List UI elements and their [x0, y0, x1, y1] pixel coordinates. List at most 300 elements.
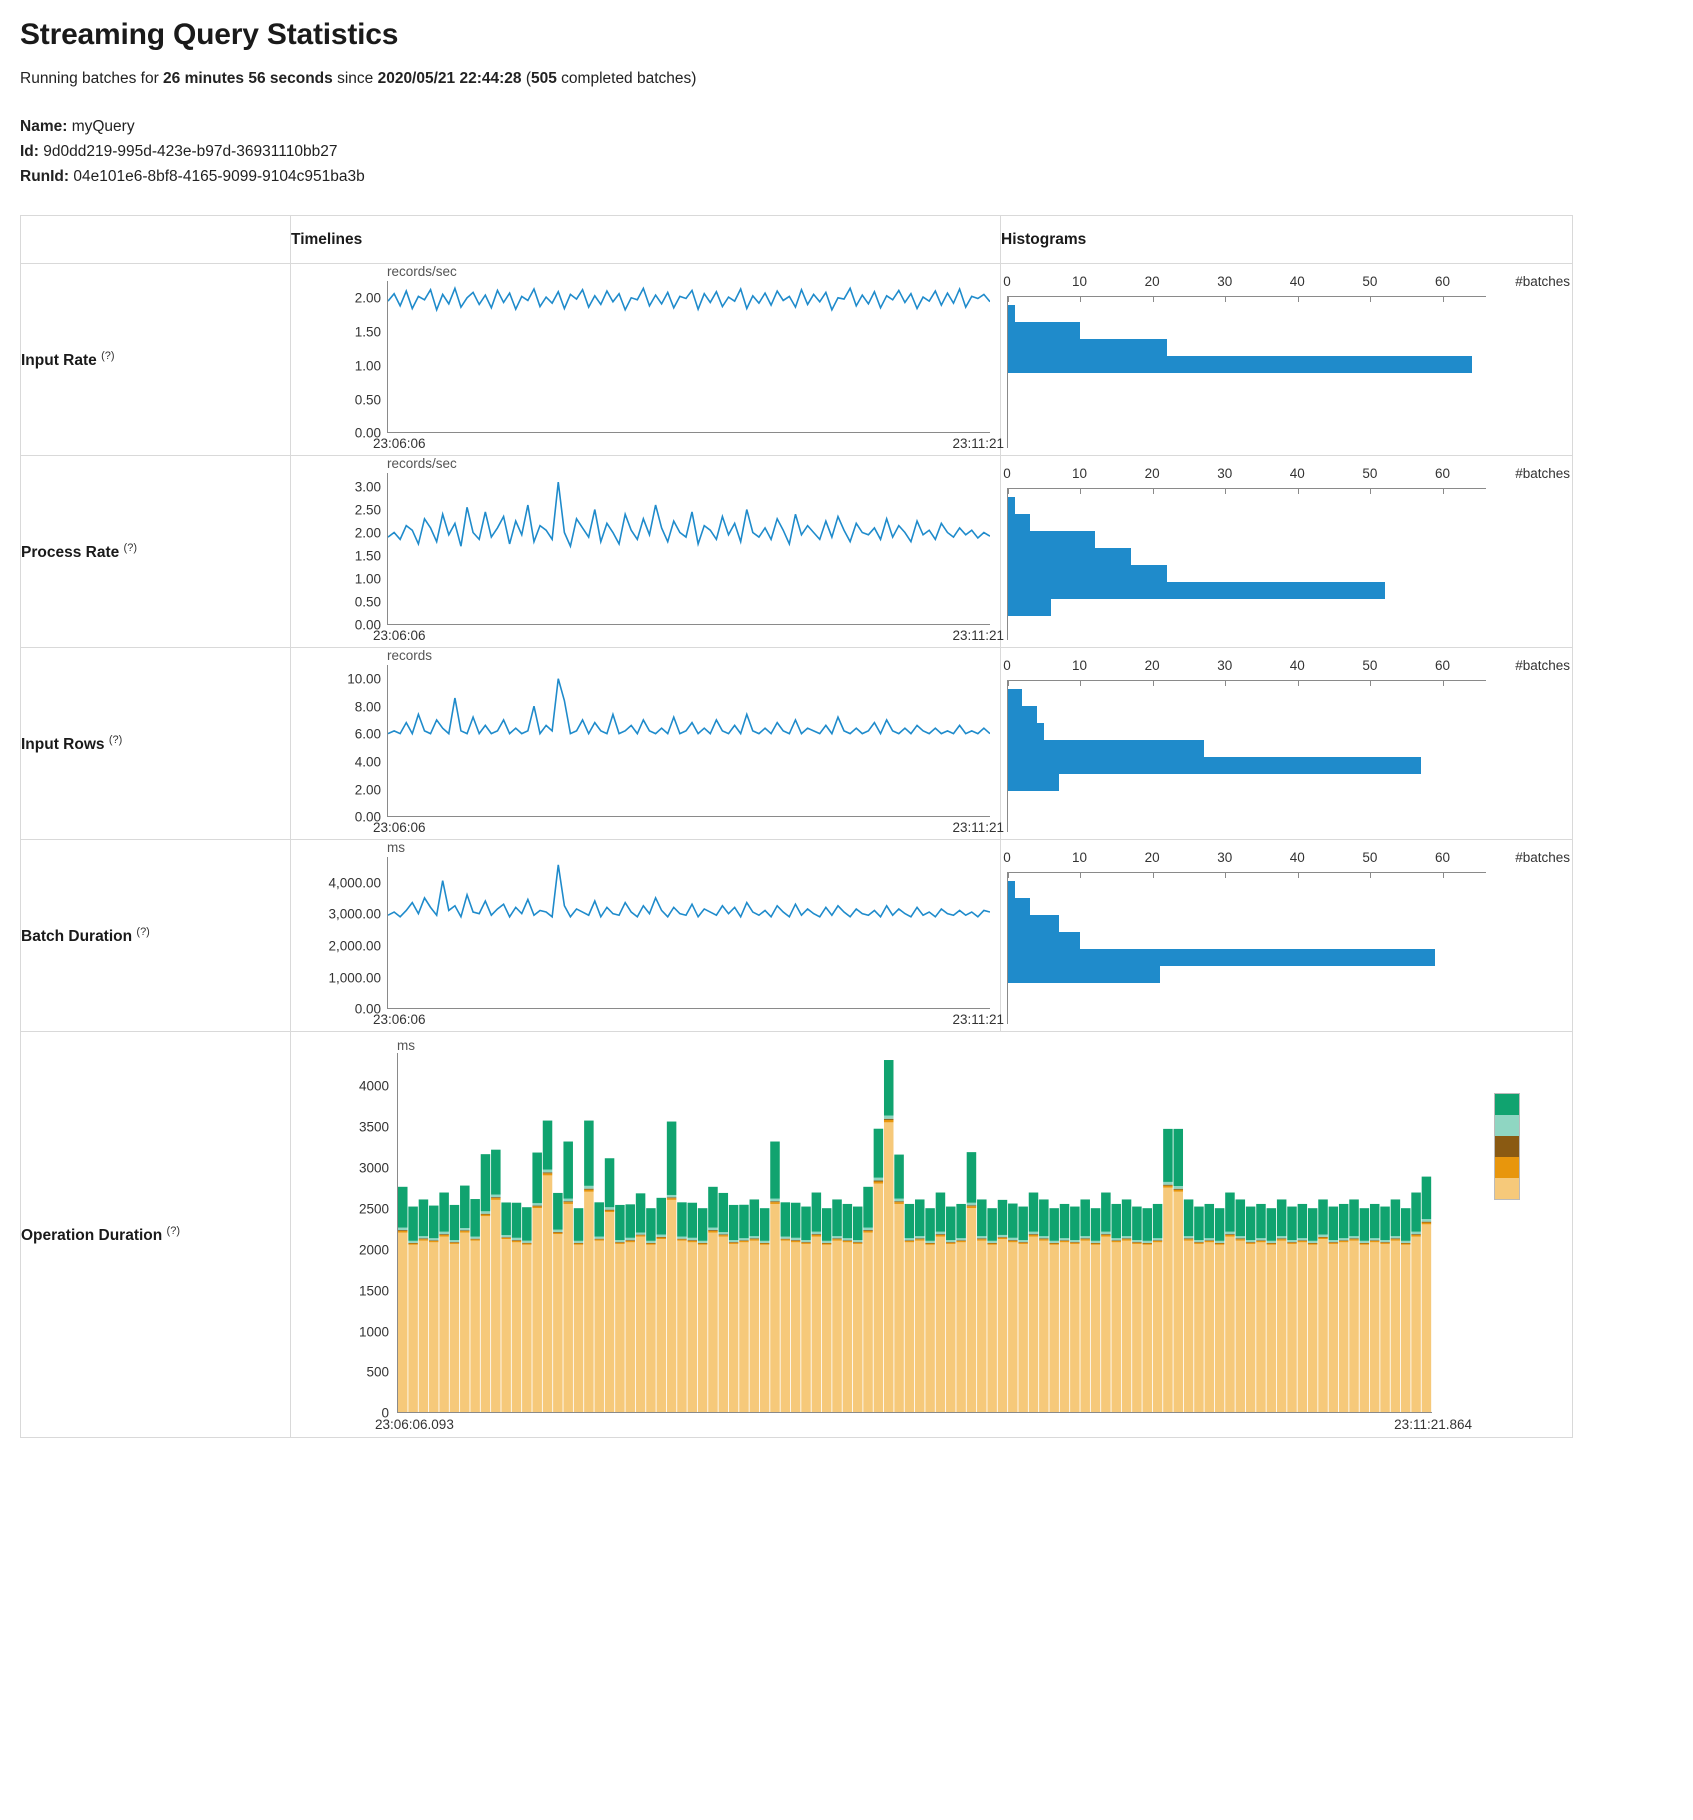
op-stacked-bar-segment — [491, 1200, 501, 1412]
op-stacked-bar-segment — [1225, 1237, 1235, 1412]
ytick: 0 — [381, 1405, 389, 1421]
op-stacked-bar-segment — [1205, 1204, 1215, 1238]
op-stacked-bar-segment — [832, 1241, 842, 1412]
op-stacked-bar-segment — [1236, 1240, 1246, 1241]
op-stacked-bar-segment — [677, 1240, 687, 1241]
op-stacked-bar-segment — [843, 1243, 853, 1413]
op-stacked-bar-segment — [1091, 1243, 1101, 1244]
op-stacked-bar-segment — [1184, 1239, 1194, 1240]
histogram-bar — [1008, 689, 1022, 706]
op-stacked-bar-segment — [729, 1242, 739, 1243]
op-stacked-bar-segment — [1422, 1225, 1432, 1413]
page-title: Streaming Query Statistics — [20, 18, 399, 51]
histogram-bar — [1008, 966, 1160, 983]
op-stacked-bar-segment — [936, 1193, 946, 1232]
op-stacked-bar-segment — [822, 1243, 832, 1244]
histogram-xtick: 10 — [1072, 273, 1088, 289]
op-legend-swatch[interactable] — [1495, 1178, 1519, 1199]
statistics-table — [20, 215, 1573, 1438]
op-stacked-bar-segment — [1184, 1241, 1194, 1412]
op-stacked-bar-segment — [553, 1234, 563, 1412]
op-stacked-bar-segment — [429, 1241, 439, 1242]
op-stacked-bar-segment — [439, 1193, 449, 1232]
histogram-axis-label: #batches — [1515, 465, 1570, 481]
op-stacked-bar-segment — [1153, 1204, 1163, 1238]
op-stacked-bar-segment — [708, 1187, 718, 1228]
op-stacked-bar-segment — [843, 1241, 853, 1242]
op-stacked-bar-segment — [956, 1241, 966, 1242]
op-stacked-bar-segment — [667, 1199, 677, 1201]
op-stacked-bar-segment — [946, 1242, 956, 1243]
op-stacked-bar-segment — [1184, 1236, 1194, 1238]
op-stacked-bar-segment — [905, 1239, 915, 1241]
op-stacked-bar-segment — [625, 1240, 635, 1241]
op-stacked-bar-segment — [1184, 1200, 1194, 1237]
op-stacked-bar-segment — [1111, 1204, 1121, 1238]
line-series-input-rate — [388, 281, 990, 432]
op-stacked-bar-segment — [615, 1205, 625, 1240]
help-icon[interactable]: (?) — [108, 733, 123, 746]
op-stacked-bar-segment — [512, 1240, 522, 1241]
op-stacked-bar-segment — [1060, 1239, 1070, 1241]
op-stacked-bar-segment — [781, 1203, 791, 1237]
op-stacked-bar-segment — [1039, 1236, 1049, 1238]
op-stacked-bar-segment — [1142, 1244, 1152, 1245]
op-stacked-bar-segment — [1267, 1241, 1277, 1243]
op-stacked-bar-segment — [677, 1203, 687, 1237]
op-stacked-bar-segment — [1142, 1245, 1152, 1412]
histogram-cell-batch-duration — [1001, 840, 1573, 1032]
op-stacked-bar-segment — [812, 1232, 822, 1234]
timeline-xaxis — [373, 817, 1004, 839]
op-stacked-bar-segment — [1174, 1129, 1184, 1186]
op-stacked-bar-segment — [1360, 1244, 1370, 1245]
op-stacked-bar-segment — [1142, 1241, 1152, 1243]
op-stacked-bar-segment — [450, 1240, 460, 1242]
op-stacked-bar-segment — [1101, 1234, 1111, 1235]
ytick: 4000 — [358, 1078, 389, 1094]
op-stacked-bar-segment — [884, 1120, 894, 1122]
op-stacked-bar-segment — [698, 1209, 708, 1242]
ytick: 2.50 — [354, 502, 381, 518]
op-stacked-bar-segment — [832, 1200, 842, 1237]
op-stacked-bar-segment — [522, 1208, 532, 1241]
op-stacked-bar-segment — [491, 1195, 501, 1198]
op-stacked-bar-segment — [1029, 1234, 1039, 1235]
op-stacked-bar-segment — [1153, 1241, 1163, 1242]
op-stacked-bar-segment — [584, 1189, 594, 1190]
op-stacked-bar-segment — [1039, 1200, 1049, 1237]
op-stacked-bar-segment — [429, 1206, 439, 1239]
op-stacked-bar-segment — [967, 1152, 977, 1203]
op-stacked-bar-segment — [1060, 1204, 1070, 1238]
ytick: 1000 — [358, 1324, 389, 1339]
op-stacked-bar-segment — [636, 1235, 646, 1236]
op-stacked-bar-segment — [1091, 1244, 1101, 1245]
ytick: 3500 — [358, 1119, 389, 1135]
op-stacked-bar-segment — [1370, 1241, 1380, 1242]
histogram-plot-area — [1007, 296, 1486, 448]
op-stacked-bar-segment — [791, 1238, 801, 1240]
op-stacked-bar-segment — [594, 1237, 604, 1239]
op-stacked-bar-segment — [522, 1245, 532, 1412]
op-stacked-bar-segment — [563, 1199, 573, 1202]
op-stacked-bar-segment — [1411, 1232, 1421, 1234]
op-stacked-bar-segment — [501, 1237, 511, 1238]
op-stacked-bar-segment — [967, 1207, 977, 1209]
op-stacked-bar-segment — [1308, 1243, 1318, 1244]
op-stacked-bar-segment — [946, 1243, 956, 1244]
timeline-unit: records/sec — [387, 264, 457, 280]
query-runid-label: RunId: — [20, 168, 70, 186]
op-stacked-bar-segment — [419, 1239, 429, 1240]
histogram-bar — [1008, 898, 1030, 915]
op-stacked-bar-segment — [460, 1228, 470, 1230]
op-stacked-bar-segment — [832, 1239, 842, 1240]
op-stacked-bar-segment — [1018, 1244, 1028, 1412]
op-stacked-bar-segment — [563, 1204, 573, 1412]
op-stacked-bar-segment — [843, 1241, 853, 1242]
op-stacked-bar-segment — [801, 1207, 811, 1240]
op-stacked-bar-segment — [1080, 1200, 1090, 1237]
op-stacked-bar-segment — [1142, 1243, 1152, 1244]
op-stacked-bar-segment — [1091, 1241, 1101, 1243]
line-series-process-rate — [388, 473, 990, 624]
op-stacked-bar-segment — [874, 1178, 884, 1181]
op-stacked-bar-segment — [987, 1243, 997, 1244]
op-stacked-bar-segment — [1018, 1207, 1028, 1240]
histogram-xtick: 50 — [1362, 657, 1378, 673]
op-stacked-bar-segment — [1132, 1242, 1142, 1243]
timeline-xaxis — [373, 1009, 1004, 1031]
op-stacked-bar-segment — [781, 1237, 791, 1239]
op-stacked-bar-segment — [1298, 1243, 1308, 1413]
op-stacked-bar-segment — [615, 1244, 625, 1412]
help-icon[interactable]: (?) — [123, 541, 137, 554]
histogram-xtick: 0 — [1003, 465, 1011, 481]
header-blank — [21, 216, 291, 264]
op-stacked-bar-segment — [1339, 1243, 1349, 1413]
op-stacked-bar-segment — [1349, 1236, 1359, 1238]
op-stacked-bar-segment — [501, 1238, 511, 1239]
op-stacked-bar-segment — [863, 1228, 873, 1230]
run-summary-open: ( — [521, 70, 531, 87]
op-stacked-bar-segment — [1049, 1209, 1059, 1242]
op-stacked-bar-segment — [667, 1195, 677, 1197]
op-stacked-bar-segment — [812, 1234, 822, 1235]
op-stacked-bar-segment — [936, 1237, 946, 1412]
op-legend-swatch[interactable] — [1495, 1157, 1519, 1178]
op-stacked-bar-segment — [594, 1241, 604, 1412]
histogram-bar — [1008, 514, 1030, 531]
op-stacked-bar-segment — [698, 1244, 708, 1245]
op-stacked-bar-segment — [636, 1236, 646, 1237]
op-stacked-bar-segment — [1225, 1232, 1235, 1234]
op-stacked-bar-segment — [594, 1240, 604, 1241]
op-stacked-bar-segment — [1329, 1243, 1339, 1244]
timeline-chart-input-rows — [291, 648, 1004, 839]
op-stacked-bar-segment — [1246, 1243, 1256, 1244]
op-stacked-bar-segment — [1205, 1239, 1215, 1241]
xtick-end: 23:11:21 — [952, 1012, 1004, 1028]
op-stacked-bar-segment — [853, 1240, 863, 1242]
op-stacked-bar-segment — [1101, 1237, 1111, 1412]
op-stacked-bar-segment — [460, 1186, 470, 1228]
op-stacked-bar-segment — [1298, 1204, 1308, 1238]
op-stacked-bar-segment — [719, 1235, 729, 1236]
op-stacked-bar-segment — [481, 1212, 491, 1214]
op-stacked-bar-segment — [853, 1207, 863, 1240]
op-legend[interactable] — [1494, 1093, 1520, 1200]
op-stacked-bar-segment — [739, 1241, 749, 1242]
histogram-cell-input-rows — [1001, 648, 1573, 840]
histogram-bar — [1008, 774, 1059, 791]
op-stacked-bar-segment — [1236, 1241, 1246, 1412]
help-icon[interactable]: (?) — [101, 349, 115, 362]
op-stacked-bar-segment — [905, 1241, 915, 1242]
histogram-xtick: 60 — [1434, 849, 1450, 865]
histogram-bar — [1008, 740, 1204, 757]
op-stacked-bar-segment — [1401, 1245, 1411, 1412]
op-stacked-bar-segment — [1122, 1240, 1132, 1241]
op-stacked-bar-segment — [1411, 1193, 1421, 1232]
op-stacked-bar-segment — [1370, 1243, 1380, 1413]
op-stacked-bar-segment — [1401, 1243, 1411, 1244]
ytick: 1.50 — [354, 548, 381, 564]
ytick: 2000 — [358, 1242, 389, 1258]
histogram-bar — [1008, 949, 1435, 966]
query-runid-row — [20, 164, 1673, 189]
op-stacked-bar-segment — [925, 1245, 935, 1412]
op-stacked-bar-segment — [1267, 1244, 1277, 1245]
op-stacked-bar-segment — [1101, 1193, 1111, 1232]
op-stacked-bar-segment — [584, 1121, 594, 1186]
op-legend-swatch[interactable] — [1495, 1094, 1519, 1115]
op-stacked-bar-segment — [956, 1239, 966, 1241]
op-stacked-bar-segment — [667, 1198, 677, 1199]
histogram-bar — [1008, 305, 1015, 322]
histogram-ticks — [1008, 296, 1486, 302]
op-stacked-bar-segment — [791, 1203, 801, 1238]
ytick: 2500 — [358, 1201, 389, 1217]
op-stacked-bar-segment — [1349, 1200, 1359, 1237]
op-stacked-bar-segment — [1308, 1209, 1318, 1242]
op-stacked-bar-segment — [925, 1244, 935, 1245]
histogram-bars — [1008, 689, 1486, 832]
help-icon[interactable]: (?) — [136, 925, 150, 938]
op-stacked-bar-segment — [967, 1208, 977, 1412]
op-stacked-bar-segment — [677, 1241, 687, 1412]
op-stacked-bar-segment — [408, 1243, 418, 1244]
op-stacked-bar-segment — [1070, 1244, 1080, 1412]
op-stacked-bar-segment — [1236, 1236, 1246, 1238]
row-label-text: Operation Duration — [21, 1226, 163, 1244]
histogram-bar — [1008, 881, 1015, 898]
op-stacked-bar-segment — [450, 1244, 460, 1412]
op-stacked-bar-segment — [719, 1232, 729, 1234]
op-stacked-bar-segment — [646, 1245, 656, 1412]
op-stacked-bar-segment — [1070, 1242, 1080, 1243]
op-stacked-bar-segment — [832, 1240, 842, 1241]
op-stacked-bar-segment — [1080, 1241, 1090, 1412]
op-stacked-bar-segment — [584, 1190, 594, 1192]
op-xaxis — [375, 1413, 1472, 1437]
op-stacked-bar-segment — [429, 1243, 439, 1413]
histogram-xtick: 30 — [1217, 657, 1233, 673]
op-stacked-bar-segment — [563, 1202, 573, 1203]
op-stacked-bar-segment — [1256, 1204, 1266, 1238]
timeline-yaxis — [291, 857, 381, 1017]
query-metadata — [20, 114, 1673, 189]
help-icon[interactable]: (?) — [166, 1224, 180, 1237]
histogram-chart-input-rows — [1001, 656, 1572, 832]
op-stacked-bar-segment — [1039, 1240, 1049, 1241]
op-stacked-bar-segment — [501, 1239, 511, 1412]
op-stacked-bar-segment — [1060, 1241, 1070, 1242]
op-stacked-bar-segment — [688, 1238, 698, 1240]
op-stacked-bar-segment — [998, 1235, 1008, 1237]
op-stacked-bar-segment — [853, 1244, 863, 1412]
op-stacked-bar-segment — [1380, 1240, 1390, 1242]
histogram-xaxis — [1003, 273, 1570, 296]
op-stacked-bar-segment — [894, 1202, 904, 1204]
op-stacked-bar-segment — [677, 1237, 687, 1239]
op-stacked-bar-segment — [1401, 1209, 1411, 1242]
op-stacked-bar-segment — [1318, 1238, 1328, 1239]
ytick: 3000 — [358, 1160, 389, 1176]
table-row — [21, 840, 1573, 1032]
op-stacked-bar-segment — [1070, 1243, 1080, 1244]
op-stacked-bar-segment — [1132, 1240, 1142, 1242]
op-stacked-bar-segment — [553, 1193, 563, 1230]
op-stacked-bar-segment — [439, 1235, 449, 1237]
op-stacked-bar-segment — [1018, 1240, 1028, 1242]
op-stacked-bar-segment — [977, 1239, 987, 1240]
op-stacked-bar-segment — [657, 1237, 667, 1238]
op-stacked-bar-segment — [1153, 1239, 1163, 1241]
timeline-unit: ms — [387, 840, 405, 856]
op-stacked-bar-segment — [729, 1240, 739, 1242]
op-stacked-bar-segment — [481, 1215, 491, 1217]
query-name-value: myQuery — [71, 118, 135, 135]
op-stacked-bar-segment — [719, 1193, 729, 1232]
ytick: 0.00 — [354, 425, 381, 441]
row-label-text: Process Rate — [21, 543, 120, 561]
op-stacked-bar-segment — [977, 1241, 987, 1412]
run-summary-close: completed batches) — [556, 70, 697, 87]
op-stacked-bar-segment — [625, 1241, 635, 1242]
op-stacked-bar-segment — [1101, 1232, 1111, 1234]
op-stacked-bar-segment — [1329, 1240, 1339, 1242]
op-stacked-bar-segment — [1163, 1186, 1173, 1188]
ytick: 2.00 — [354, 525, 381, 541]
op-stacked-bar-segment — [863, 1231, 873, 1233]
op-stacked-bar-segment — [1360, 1243, 1370, 1244]
op-legend-swatch[interactable] — [1495, 1136, 1519, 1157]
op-stacked-bar-segment — [481, 1154, 491, 1211]
op-stacked-bar-segment — [708, 1231, 718, 1233]
timeline-chart-process-rate — [291, 456, 1004, 647]
histogram-bar — [1008, 915, 1059, 932]
op-stacked-bar-segment — [1205, 1241, 1215, 1242]
op-stacked-bar-segment — [750, 1240, 760, 1241]
op-stacked-bar-segment — [450, 1243, 460, 1244]
op-stacked-bar-segment — [822, 1244, 832, 1245]
op-stacked-bar-segment — [698, 1241, 708, 1243]
op-stacked-bar-segment — [398, 1187, 408, 1228]
op-stacked-bar-segment — [419, 1241, 429, 1412]
op-stacked-bar-segment — [1391, 1240, 1401, 1241]
op-stacked-bar-segment — [1339, 1239, 1349, 1241]
op-stacked-bar-segment — [1194, 1243, 1204, 1244]
op-stacked-bar-segment — [1391, 1241, 1401, 1412]
op-stacked-bar-segment — [1153, 1243, 1163, 1413]
op-stacked-bar-segment — [863, 1230, 873, 1231]
op-stacked-bar-segment — [1391, 1239, 1401, 1240]
op-stacked-bar-segment — [1246, 1207, 1256, 1240]
op-stacked-bar-segment — [584, 1186, 594, 1189]
histogram-xtick: 60 — [1434, 273, 1450, 289]
op-stacked-bar-segment — [1422, 1177, 1432, 1219]
op-stacked-bar-segment — [1411, 1234, 1421, 1235]
op-stacked-bar-segment — [646, 1209, 656, 1242]
op-stacked-bar-segment — [967, 1203, 977, 1206]
histogram-xaxis — [1003, 465, 1570, 488]
op-stacked-bar-segment — [822, 1209, 832, 1242]
timeline-unit: records — [387, 648, 433, 664]
op-stacked-bar-segment — [1422, 1222, 1432, 1223]
op-stacked-bar-segment — [1111, 1241, 1121, 1242]
op-stacked-bar-segment — [1215, 1243, 1225, 1244]
ytick: 1.00 — [354, 571, 381, 587]
op-stacked-bar-segment — [636, 1233, 646, 1235]
op-stacked-bar-segment — [1163, 1182, 1173, 1185]
op-stacked-bar-segment — [1360, 1245, 1370, 1412]
op-stacked-bar-segment — [1215, 1245, 1225, 1412]
op-stacked-bar-segment — [1287, 1244, 1297, 1412]
op-stacked-bar-segment — [419, 1240, 429, 1241]
op-stacked-bar-segment — [1163, 1129, 1173, 1182]
ytick: 2,000.00 — [328, 938, 381, 954]
op-stacked-bar-segment — [936, 1232, 946, 1234]
histogram-xtick: 60 — [1434, 465, 1450, 481]
timeline-cell-input-rows — [291, 648, 1004, 840]
op-stacked-bar-segment — [1236, 1200, 1246, 1237]
op-stacked-bar-segment — [512, 1203, 522, 1238]
op-stacked-bar-segment — [625, 1205, 635, 1238]
op-stacked-bar-segment — [470, 1240, 480, 1241]
op-legend-swatch[interactable] — [1495, 1115, 1519, 1136]
histogram-bar — [1008, 565, 1167, 582]
op-stacked-bar-segment — [1039, 1239, 1049, 1240]
op-stacked-bar-segment — [1215, 1244, 1225, 1245]
op-stacked-bar-segment — [625, 1243, 635, 1413]
op-stacked-bar-segment — [739, 1205, 749, 1238]
op-stacked-bar-segment — [398, 1230, 408, 1231]
op-stacked-bar-segment — [1111, 1243, 1121, 1413]
op-stacked-bar-segment — [481, 1214, 491, 1215]
ytick: 1,000.00 — [328, 970, 381, 986]
op-stacked-bar-segment — [646, 1243, 656, 1244]
histogram-xtick: 40 — [1289, 849, 1305, 865]
row-label-text: Batch Duration — [21, 927, 133, 945]
op-stacked-bar-segment — [1267, 1243, 1277, 1244]
op-stacked-bar-segment — [894, 1202, 904, 1203]
op-stacked-bar-segment — [915, 1240, 925, 1241]
op-stacked-bar-segment — [1411, 1235, 1421, 1237]
op-stacked-bar-segment — [1287, 1240, 1297, 1242]
op-stacked-bar-segment — [646, 1241, 656, 1243]
